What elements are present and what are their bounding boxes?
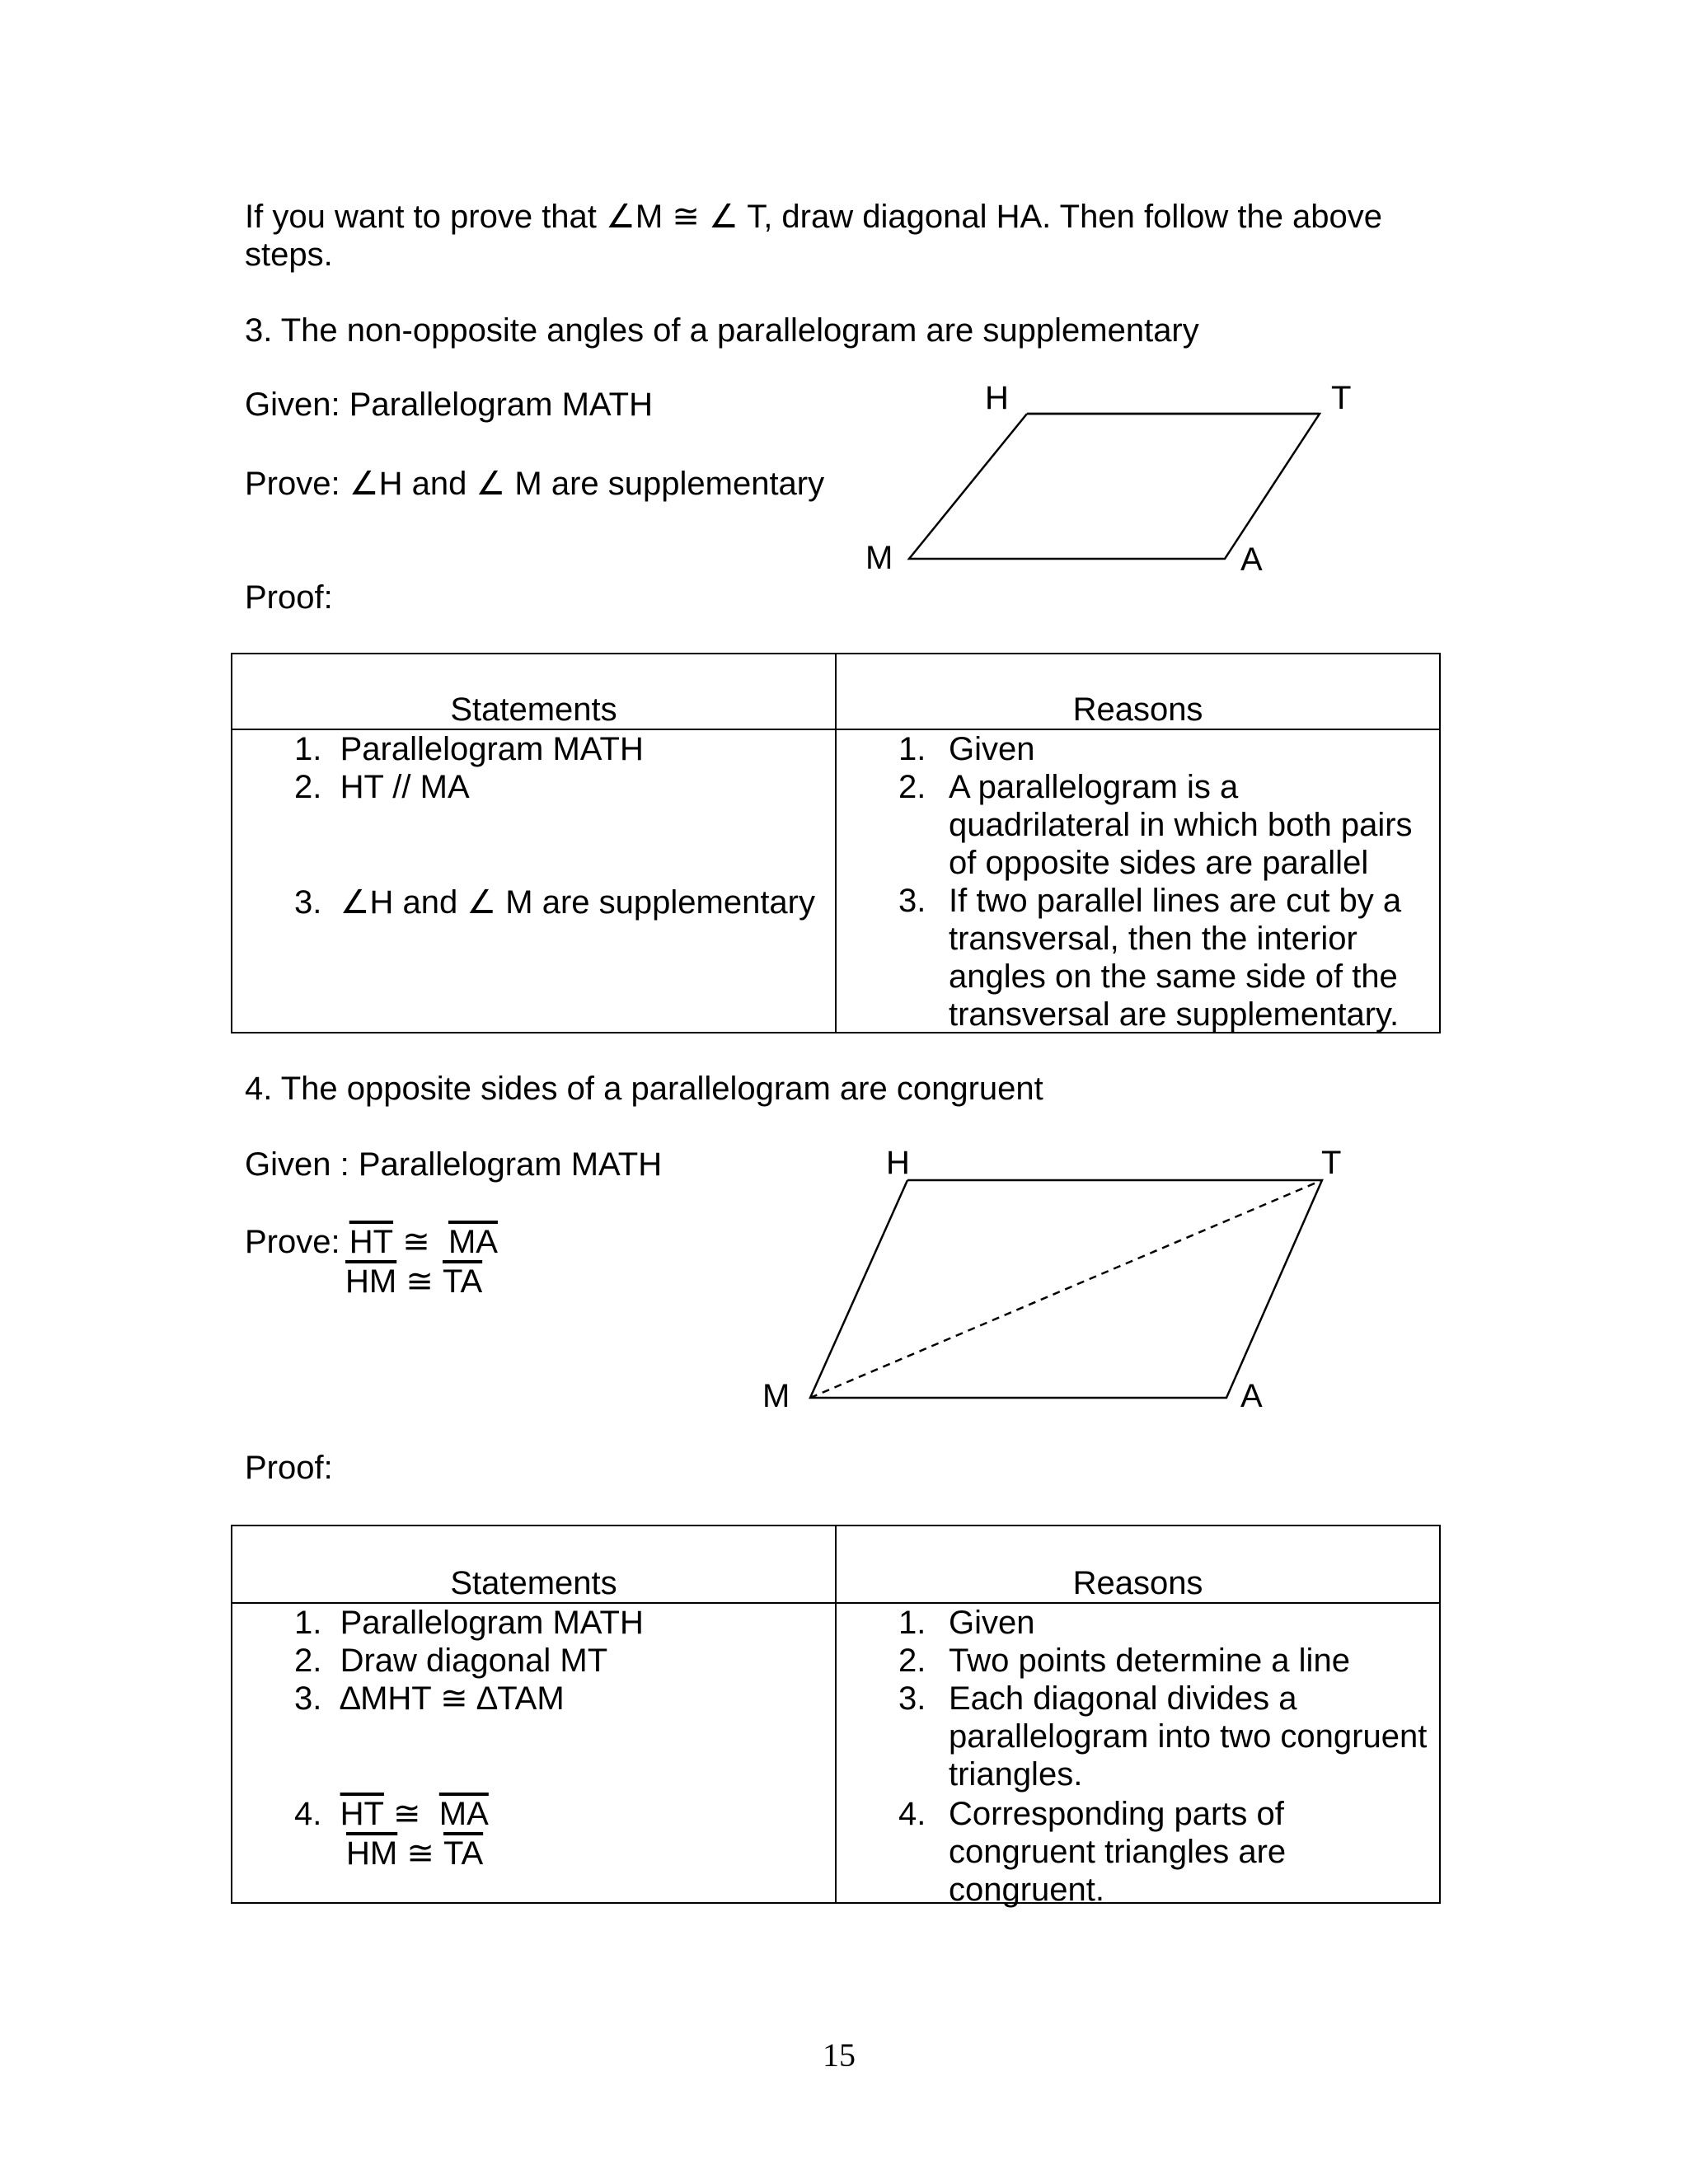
reason-2-line-1: A parallelogram is a: [949, 769, 1239, 805]
section4-title: 4. The opposite sides of a parallelogram are congruent: [245, 1071, 1043, 1107]
vertex-t-label: T: [1321, 1145, 1342, 1181]
reason-3-number: 3.: [898, 883, 926, 919]
vertex-a-label: A: [1240, 541, 1263, 578]
proof-table-1: [231, 653, 1441, 1033]
section3-prove: Prove: ∠H and ∠ M are supplementary: [245, 466, 825, 502]
reason-3-line-2: transversal, then the interior: [949, 921, 1357, 957]
reason-2-line-3: of opposite sides are parallel: [949, 845, 1369, 881]
vertex-h-label: H: [985, 380, 1009, 416]
section4-given: Given : Parallelogram MATH: [245, 1146, 663, 1183]
reason-1: Given: [949, 731, 1035, 767]
reasons-header: Reasons: [836, 1526, 1440, 1603]
section3-proof-label: Proof:: [245, 579, 333, 616]
reason-4-line-1: Corresponding parts of: [949, 1796, 1284, 1832]
statement-2: 2. Draw diagonal MT: [294, 1643, 608, 1679]
reason-2-line-2: quadrilateral in which both pairs: [949, 807, 1413, 843]
reason-3-line-1: Each diagonal divides a: [949, 1680, 1297, 1717]
reason-3-line-2: parallelogram into two congruent: [949, 1718, 1428, 1755]
statements-header: Statements: [232, 654, 836, 729]
parallelogram-outline: [909, 414, 1320, 559]
section4-prove-line-1: Prove: $\overline{HT}$ ≅ $\overline{MA}$: [245, 1224, 498, 1260]
section3-given: Given: Parallelogram MATH: [245, 387, 653, 423]
reason-4-number: 4.: [898, 1796, 926, 1832]
reason-1-number: 1.: [898, 1605, 926, 1641]
reason-3-line-3: angles on the same side of the: [949, 958, 1398, 995]
reason-2-number: 2.: [898, 769, 926, 805]
vertex-h-label: H: [886, 1145, 910, 1181]
intro-line-1: If you want to prove that ∠M ≅ ∠ T, draw diagonal HA. Then follow the above: [245, 199, 1383, 235]
parallelogram-diagram-2: [750, 1137, 1393, 1418]
reason-4-line-3: congruent.: [949, 1872, 1105, 1908]
statement-1: 1. Parallelogram MATH: [294, 731, 644, 767]
section4-proof-label: Proof:: [245, 1450, 333, 1486]
reasons-header: Reasons: [836, 654, 1440, 729]
statement-4-line-2: $\overline{HM}$ ≅ $\overline{TA}$: [346, 1835, 484, 1872]
statements-column: [232, 729, 836, 1033]
section4-prove-line-2: $\overline{HM}$ ≅ $\overline{TA}$: [345, 1263, 483, 1300]
reason-1: Given: [949, 1605, 1035, 1641]
reason-3-line-4: transversal are supplementary.: [949, 996, 1400, 1033]
section3-title: 3. The non-opposite angles of a parallelogram are supplementary: [245, 312, 1199, 349]
vertex-a-label: A: [1240, 1378, 1263, 1414]
reasons-column: [836, 1603, 1440, 1908]
reason-4-line-2: congruent triangles are: [949, 1834, 1287, 1870]
page-number: 15: [823, 2036, 856, 2074]
statements-header: Statements: [232, 1526, 836, 1603]
intro-line-2: steps.: [245, 237, 333, 273]
reasons-column: [836, 729, 1440, 1033]
vertex-m-label: M: [865, 540, 893, 576]
parallelogram-diagram-1: [849, 379, 1393, 585]
statement-3: 3. ∆MHT ≅ ∆TAM: [294, 1680, 565, 1717]
diagonal-mt: [810, 1180, 1322, 1398]
statement-1: 1. Parallelogram MATH: [294, 1605, 644, 1641]
proof-table-2: [231, 1525, 1441, 1908]
statement-3: 3. ∠H and ∠ M are supplementary: [294, 884, 815, 921]
reason-3-line-3: triangles.: [949, 1756, 1083, 1793]
reason-1-number: 1.: [898, 731, 926, 767]
reason-2-number: 2.: [898, 1643, 926, 1679]
vertex-m-label: M: [762, 1378, 790, 1414]
statements-column: [232, 1603, 836, 1903]
statement-4-line-1: 4. $\overline{HT}$ ≅ $\overline{MA}$: [294, 1796, 489, 1832]
statement-2: 2. HT // MA: [294, 769, 470, 805]
reason-3-line-1: If two parallel lines are cut by a: [949, 883, 1402, 919]
reason-2: Two points determine a line: [949, 1643, 1350, 1679]
vertex-t-label: T: [1331, 380, 1352, 416]
reason-3-number: 3.: [898, 1680, 926, 1717]
